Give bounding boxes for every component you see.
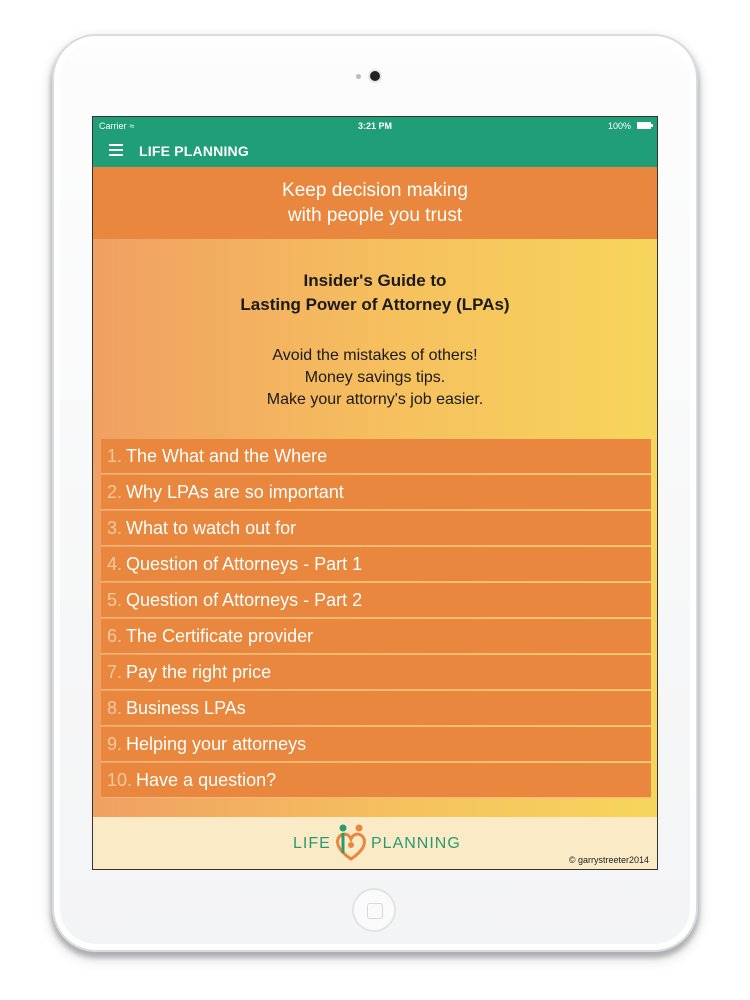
chapter-item-5[interactable]	[101, 583, 651, 618]
chapter-number: 1.	[107, 446, 123, 466]
chapter-label: Business LPAs	[126, 698, 246, 718]
chapter-item-4[interactable]	[101, 547, 651, 582]
proximity-sensor	[356, 74, 361, 79]
tagline-line-3: Make your attorny's job easier.	[266, 391, 484, 408]
chapter-number: 6.	[107, 626, 123, 646]
chapter-label: Pay the right price	[126, 662, 272, 682]
chapter-label: Have a question?	[136, 770, 277, 790]
chapter-label: The Certificate provider	[126, 626, 314, 646]
intro-section	[93, 239, 657, 439]
copyright-text: © garrystreeter2014	[568, 855, 649, 865]
chapter-list	[93, 439, 657, 817]
life-planning-logo	[293, 823, 463, 863]
chapter-item-3[interactable]	[101, 511, 651, 546]
chapter-label: The What and the Where	[126, 446, 328, 466]
app-navbar	[93, 135, 657, 167]
tagline	[93, 345, 657, 411]
logo-text-life: LIFE	[293, 835, 331, 852]
home-button[interactable]	[352, 888, 396, 932]
wifi-icon: ≈	[129, 121, 135, 131]
tagline-line-2: Money savings tips.	[304, 369, 446, 386]
chapter-label: Why LPAs are so important	[126, 482, 344, 502]
banner-line-2: with people you trust	[287, 205, 463, 226]
chapter-number: 2.	[107, 482, 123, 502]
chapter-number: 7.	[107, 662, 123, 682]
tagline-line-1: Avoid the mistakes of others!	[272, 347, 478, 364]
app-screen	[92, 116, 658, 870]
guide-title-line-2: Lasting Power of Attorney (LPAs)	[240, 295, 510, 314]
chapter-number: 4.	[107, 554, 123, 574]
status-bar	[93, 117, 657, 135]
guide-title-line-1: Insider's Guide to	[303, 271, 447, 290]
chapter-label: Question of Attorneys - Part 1	[126, 554, 363, 574]
chapter-number: 8.	[107, 698, 123, 718]
chapter-number: 10.	[107, 770, 133, 790]
carrier-label: Carrier	[99, 121, 127, 131]
family-heart-icon	[333, 823, 369, 863]
front-camera-icon	[370, 71, 380, 81]
app-title: LIFE PLANNING	[139, 143, 249, 159]
chapter-item-2[interactable]	[101, 475, 651, 510]
chapter-number: 3.	[107, 518, 123, 538]
chapter-number: 9.	[107, 734, 123, 754]
chapter-number: 5.	[107, 590, 123, 610]
footer	[93, 817, 657, 870]
chapter-item-7[interactable]	[101, 655, 651, 690]
chapter-item-1[interactable]	[101, 439, 651, 474]
status-time: 3:21 PM	[357, 121, 392, 131]
guide-title	[93, 269, 657, 317]
banner-line-1: Keep decision making	[282, 180, 468, 201]
hamburger-menu-icon[interactable]	[109, 144, 123, 156]
logo-text-planning: PLANNING	[371, 835, 461, 852]
battery-icon	[637, 122, 651, 129]
chapter-item-9[interactable]	[101, 727, 651, 762]
chapter-item-8[interactable]	[101, 691, 651, 726]
chapter-label: Helping your attorneys	[126, 734, 307, 754]
chapter-item-10[interactable]	[101, 763, 651, 798]
chapter-item-6[interactable]	[101, 619, 651, 654]
hero-banner	[93, 167, 657, 239]
chapter-label: Question of Attorneys - Part 2	[126, 590, 363, 610]
chapter-label: What to watch out for	[126, 518, 297, 538]
battery-percent: 100%	[607, 121, 631, 131]
